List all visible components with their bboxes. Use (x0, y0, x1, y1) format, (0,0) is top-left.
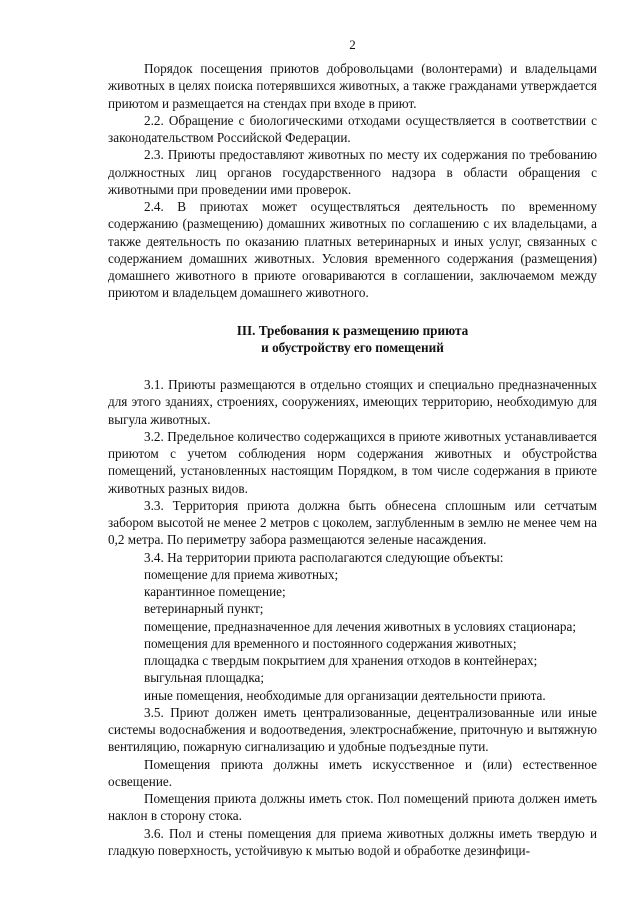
list-item-other-rooms: иные помещения, необходимые для организации деятельности приюта. (144, 687, 546, 703)
paragraph-2-2: 2.2. Обращение с биологическими отходами осуществляется в соответствии с законодательством Российской Федерации. (108, 112, 597, 145)
paragraph-3-6: 3.6. Пол и стены помещения для приема животных должны иметь твердую и гладкую поверхность, устойчивую к мытью водой и обработке дезинфици- (108, 825, 597, 858)
list-item-quarantine-room: карантинное помещение; (144, 584, 286, 599)
section-heading-line-2: и обустройству его помещений (261, 339, 444, 355)
paragraph-3-3: 3.3. Территория приюта должна быть обнесена сплошным или сетчатым забором высотой не менее 2 метров с цоколем, заглубленным в землю не менее чем на 0,2 метра. По периметру забора размещаются зеленые насаждения. (108, 497, 597, 548)
paragraph-lighting: Помещения приюта должны иметь искусственное и (или) естественное освещение. (108, 756, 597, 789)
section-heading-line-1: III. Требования к размещению приюта (236, 322, 469, 338)
paragraph-3-5: 3.5. Приют должен иметь централизованные, децентрализованные или иные системы водоснабжения и водоотведения, электроснабжение, приточную и вытяжную вентиляцию, пожарную сигнализацию и удобные подъездные пути. (108, 704, 597, 755)
list-item-walking-area: выгульная площадка; (144, 670, 265, 686)
paragraph-3-1: 3.1. Приюты размещаются в отдельно стоящих и специально предназначенных для этого зданиях, строениях, сооружениях, имеющих территорию, необходимую для выгула животных. (108, 377, 597, 427)
paragraph-drain: Помещения приюта должны иметь сток. Пол помещений приюта должен иметь наклон в сторону стока. (108, 791, 597, 824)
paragraph-2-3: 2.3. Приюты предоставляют животных по месту их содержания по требованию должностных лиц органов государственного надзора в области обращения с животными при проведении ими проверок. (108, 147, 597, 197)
document-body (108, 60, 597, 859)
list-item-reception-room: помещение для приема животных; (144, 566, 339, 582)
paragraph-2-4: 2.4. В приютах может осуществляться деятельность по временному содержанию (размещению) домашних животных по соглашению с их владельцами, а также деятельность по оказанию платных ветеринарных и иных услуг, связанных с содержанием домашних животных. Условия временного содержания (размещения) домашнего животного в приюте оговариваются в соглашении, заключаемом между приютом и владельцем домашнего животного. (108, 199, 597, 301)
page-number: 2 (349, 37, 356, 52)
paragraph-visit-order: Порядок посещения приютов добровольцами (волонтерами) и владельцами животных в целях поиска потерявшихся животных, а также гражданами утверждается приютом и размещается на стендах при входе в приют. (108, 61, 597, 111)
list-item-treatment-room: помещение, предназначенное для лечения животных в условиях стационара; (144, 618, 576, 634)
paragraph-3-2: 3.2. Предельное количество содержащихся в приюте животных устанавливается приютом с учетом соблюдения норм содержания животных и обустройства помещений, установленных настоящим Порядком, в том числе содержания в приюте животных разных видов. (108, 428, 597, 496)
list-item-housing-rooms: помещения для временного и постоянного содержания животных; (144, 635, 517, 651)
section-heading (108, 322, 597, 357)
list-item-vet-point: ветеринарный пункт; (144, 601, 264, 617)
paragraph-3-4: 3.4. На территории приюта располагаются следующие объекты: (144, 549, 504, 565)
list-item-waste-area: площадка с твердым покрытием для хранения отходов в контейнерах; (144, 653, 538, 668)
